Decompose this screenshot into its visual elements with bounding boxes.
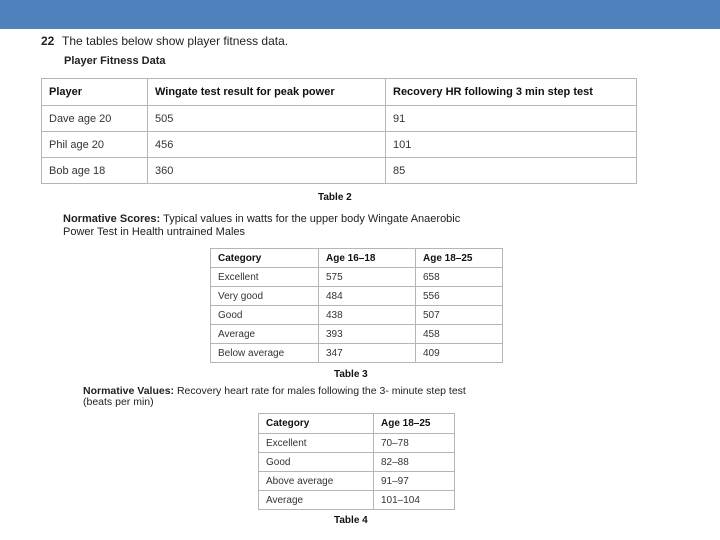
table-cell: Good [259,453,374,472]
table2-title: Player Fitness Data [64,55,166,67]
table-cell: Average [211,325,319,344]
question-text: The tables below show player fitness data. [62,34,289,48]
table-cell: 438 [319,306,416,325]
normative-scores-table [210,248,503,363]
table-row [211,268,503,287]
table-cell: Bob age 18 [42,158,148,184]
table-cell: 91–97 [374,472,455,491]
table-row [259,434,455,453]
table-cell: 575 [319,268,416,287]
table-row [211,287,503,306]
table-header: Age 18–25 [416,249,503,268]
table4-intro-text-2: (beats per min) [83,396,154,408]
table-cell: 484 [319,287,416,306]
table-row [42,106,637,132]
table3-intro-label: Normative Scores: [63,213,161,225]
table-cell: 360 [148,158,386,184]
table3-intro [63,213,460,239]
table2-caption: Table 2 [318,192,352,203]
table-cell: Dave age 20 [42,106,148,132]
table-cell: 70–78 [374,434,455,453]
table3-intro-text: Typical values in watts for the upper body Wingate Anaerobic [160,213,461,225]
table-cell: 505 [148,106,386,132]
header-bar [0,0,720,29]
table-cell: Very good [211,287,319,306]
table-row [211,306,503,325]
table-row [42,158,637,184]
table-cell: Excellent [211,268,319,287]
table-cell: 82–88 [374,453,455,472]
table-cell: 101–104 [374,491,455,510]
table-header: Category [211,249,319,268]
table-cell: 85 [386,158,637,184]
table4-caption: Table 4 [334,515,368,526]
question-number: 22 [41,34,55,48]
table-cell: Below average [211,344,319,363]
table-cell: 101 [386,132,637,158]
table-cell: Above average [259,472,374,491]
table-cell: 409 [416,344,503,363]
table-header: Recovery HR following 3 min step test [386,79,637,106]
table-cell: 347 [319,344,416,363]
table-row [259,453,455,472]
table-cell: Good [211,306,319,325]
table4-intro [83,386,466,408]
normative-values-table [258,413,455,510]
table-cell: 556 [416,287,503,306]
table-header: Wingate test result for peak power [148,79,386,106]
table-header: Age 18–25 [374,414,455,434]
table-cell: 456 [148,132,386,158]
table-header: Age 16–18 [319,249,416,268]
player-fitness-table [41,78,637,184]
table3-intro-text-2: Power Test in Health untrained Males [63,226,246,238]
table-cell: 658 [416,268,503,287]
table-row [211,344,503,363]
table-cell: 458 [416,325,503,344]
table-row [259,491,455,510]
table3-caption: Table 3 [334,369,368,380]
table-cell: Excellent [259,434,374,453]
table-cell: 393 [319,325,416,344]
table-cell: Phil age 20 [42,132,148,158]
table-header: Player [42,79,148,106]
table4-intro-text: Recovery heart rate for males following the 3- minute step test [174,385,466,397]
table-cell: 91 [386,106,637,132]
table-row [42,132,637,158]
table-cell: Average [259,491,374,510]
table-row [259,472,455,491]
table4-intro-label: Normative Values: [83,385,175,397]
table-cell: 507 [416,306,503,325]
table-header: Category [259,414,374,434]
table-row [211,325,503,344]
